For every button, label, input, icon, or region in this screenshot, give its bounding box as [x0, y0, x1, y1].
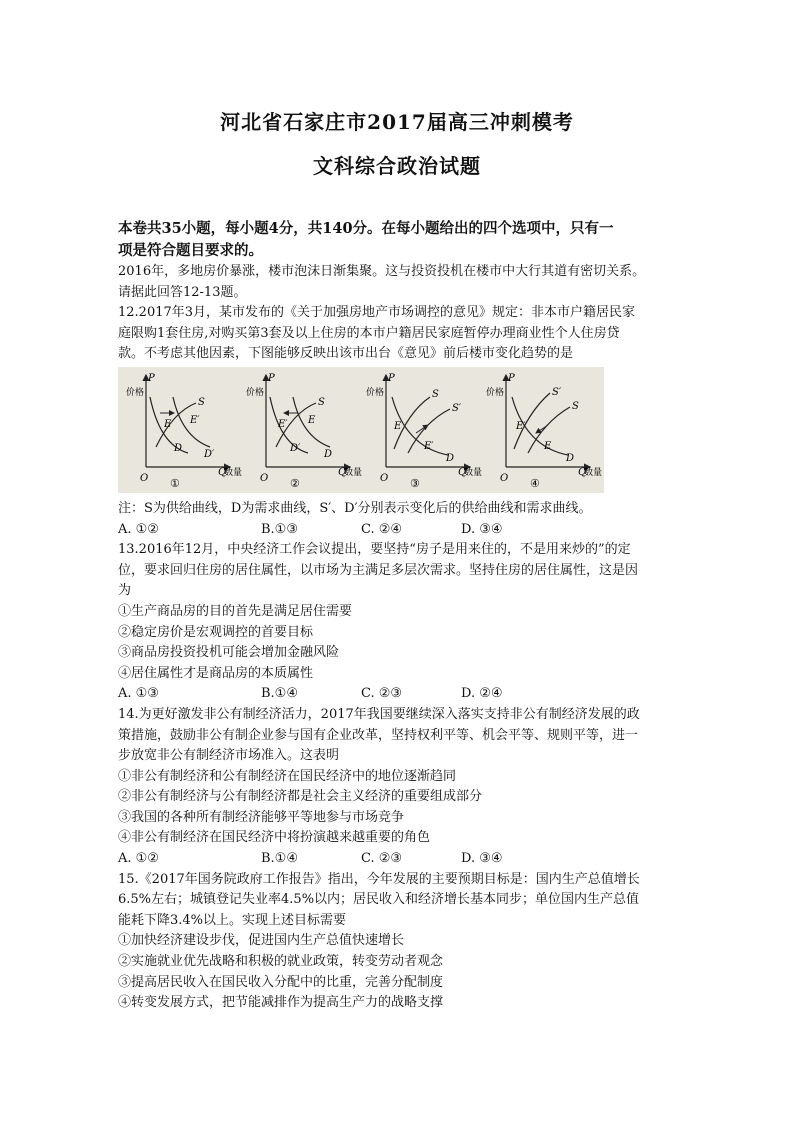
option-b: B.①④	[261, 851, 298, 867]
q15-item: ①加快经济建设步伐，促进国内生产总值快速增长	[118, 933, 405, 949]
svg-text:O: O	[260, 472, 269, 484]
q12-note: 注：S为供给曲线，D为需求曲线，S′、D′分别表示变化后的供给曲线和需求曲线。	[118, 500, 592, 516]
page-subtitle: 文科综合政治试题	[313, 154, 481, 178]
q12-stem: 款。不考虑其他因素，下图能够反映出该市出台《意见》前后楼市变化趋势的是	[118, 346, 574, 362]
svg-text:E: E	[394, 420, 402, 432]
graph-panel-3	[366, 373, 482, 490]
q15-stem: 15.《2017年国务院政府工作报告》指出，今年发展的主要预期目标是：国内生产总值增长	[118, 871, 640, 887]
svg-text:E′: E′	[190, 414, 200, 426]
option-c: C. ②③	[361, 686, 403, 702]
svg-text:数量: 数量	[224, 467, 243, 478]
svg-text:价格: 价格	[486, 387, 505, 398]
svg-text:S: S	[318, 396, 325, 408]
svg-text:E′: E′	[278, 418, 288, 430]
option-d: D. ③④	[461, 521, 503, 537]
q12-options	[118, 520, 678, 541]
graph-panel-1	[126, 373, 242, 490]
option-a: A. ①③	[118, 686, 159, 702]
svg-text:O: O	[140, 472, 149, 484]
svg-text:P: P	[508, 372, 515, 384]
svg-text:E: E	[308, 414, 316, 426]
q14-options	[118, 849, 678, 870]
q14-stem: 14.为更好激发非公有制经济活力，2017年我国要继续深入落实支持非公有制经济发展的政	[118, 706, 640, 722]
svg-text:数量: 数量	[584, 467, 603, 478]
q13-options	[118, 684, 678, 705]
svg-text:D: D	[324, 448, 333, 460]
svg-text:D: D	[446, 452, 455, 464]
svg-text:②: ②	[290, 476, 300, 490]
option-d: D. ②④	[461, 686, 503, 702]
svg-text:E: E	[164, 418, 172, 430]
graph-panel-2	[246, 373, 362, 490]
svg-text:Q: Q	[578, 466, 587, 478]
q13-stem: 位，要求回归住房的居住属性，以市场为主满足多层次需求。坚持住房的居住属性，这是因	[118, 562, 639, 578]
svg-text:O: O	[500, 472, 509, 484]
q15-item: ④转变发展方式，把节能减排作为提高生产力的战略支撑	[118, 995, 444, 1011]
svg-text:Q: Q	[338, 466, 347, 478]
svg-text:S′: S′	[552, 386, 562, 398]
svg-text:价格: 价格	[246, 387, 265, 398]
exam-content	[118, 218, 678, 1014]
svg-text:E′: E′	[516, 420, 526, 432]
option-c: C. ②④	[361, 521, 403, 537]
svg-text:S′: S′	[452, 402, 462, 414]
q14-item: ①非公有制经济和公有制经济在国民经济中的地位逐渐趋同	[118, 768, 457, 784]
svg-text:①: ①	[170, 476, 180, 490]
svg-text:Q: Q	[218, 466, 227, 478]
q15-item: ②实施就业优先战略和积极的就业政策，转变劳动者观念	[118, 954, 444, 970]
option-b: B.①③	[261, 521, 298, 537]
svg-text:Q: Q	[458, 466, 467, 478]
svg-text:④: ④	[530, 476, 540, 490]
instructions-line: 本卷共35小题，每小题4分，共140分。在每小题给出的四个选项中，只有一	[118, 220, 614, 237]
page-title: 河北省石家庄市2017届高三冲刺模考	[220, 110, 574, 134]
svg-text:E: E	[544, 440, 552, 452]
q13-item: ③商品房投资投机可能会增加金融风险	[118, 645, 340, 661]
supply-demand-figure	[118, 367, 604, 493]
svg-text:价格: 价格	[366, 387, 385, 398]
svg-text:P: P	[268, 372, 275, 384]
q15-stem: 6.5%左右；城镇登记失业率4.5%以内；居民收入和经济增长基本同步；单位国内生产总值	[118, 892, 640, 908]
svg-text:价格: 价格	[126, 387, 145, 398]
q12-stem: 庭限购1套住房,对购买第3套及以上住房的本市户籍居民家庭暂停办理商业性个人住房贷	[118, 325, 620, 341]
svg-text:D: D	[566, 452, 575, 464]
q13-stem: 为	[118, 583, 132, 599]
option-a: A. ①②	[118, 851, 159, 867]
svg-text:P: P	[388, 372, 395, 384]
q15-item: ③提高居民收入在国民收入分配中的比重，完善分配制度	[118, 974, 444, 990]
q15-stem: 能耗下降3.4%以上。实现上述目标需要	[118, 912, 347, 928]
svg-text:S: S	[572, 400, 579, 412]
svg-text:E′: E′	[424, 440, 434, 452]
svg-text:D′: D′	[290, 442, 301, 454]
instructions-line: 项是符合题目要求的。	[118, 242, 263, 259]
option-c: C. ②③	[361, 851, 403, 867]
option-b: B.①④	[261, 686, 298, 702]
q14-item: ②非公有制经济与公有制经济都是社会主义经济的重要组成部分	[118, 789, 483, 805]
svg-text:S: S	[432, 388, 439, 400]
option-d: D. ③④	[461, 851, 503, 867]
q13-item: ①生产商品房的目的首先是满足居住需要	[118, 603, 353, 619]
q13-item: ④居住属性才是商品房的本质属性	[118, 665, 314, 681]
svg-text:S: S	[198, 396, 205, 408]
intro-line: 2016年，多地房价暴涨，楼市泡沫日渐集聚。这与投资投机在楼市中大行其道有密切关系。	[118, 264, 646, 279]
svg-text:③: ③	[410, 476, 420, 490]
svg-text:数量: 数量	[344, 467, 363, 478]
intro-line: 请据此回答12-13题。	[118, 284, 247, 300]
svg-text:D: D	[174, 442, 183, 454]
svg-text:O: O	[380, 472, 389, 484]
svg-text:数量: 数量	[464, 467, 483, 478]
q14-item: ④非公有制经济在国民经济中将扮演越来越重要的角色	[118, 830, 431, 846]
q14-stem: 步放宽非公有制经济市场准入。这表明	[118, 748, 340, 764]
q12-stem: 12.2017年3月，某市发布的《关于加强房地产市场调控的意见》规定：非本市户籍居民家	[118, 305, 636, 321]
option-a: A. ①②	[118, 521, 159, 537]
q14-item: ③我国的各种所有制经济能够平等地参与市场竞争	[118, 809, 405, 825]
axis-label: P	[148, 372, 155, 384]
q13-item: ②稳定房价是宏观调控的首要目标	[118, 624, 314, 640]
q13-stem: 13.2016年12月，中央经济工作会议提出，要坚持“房子是用来住的，不是用来炒的”的定	[118, 542, 631, 558]
graph-panel-4	[486, 373, 602, 490]
svg-text:D′: D′	[204, 448, 215, 460]
q14-stem: 策措施，鼓励非公有制企业参与国有企业改革，坚持权利平等、机会平等、规则平等，进一	[118, 727, 639, 743]
